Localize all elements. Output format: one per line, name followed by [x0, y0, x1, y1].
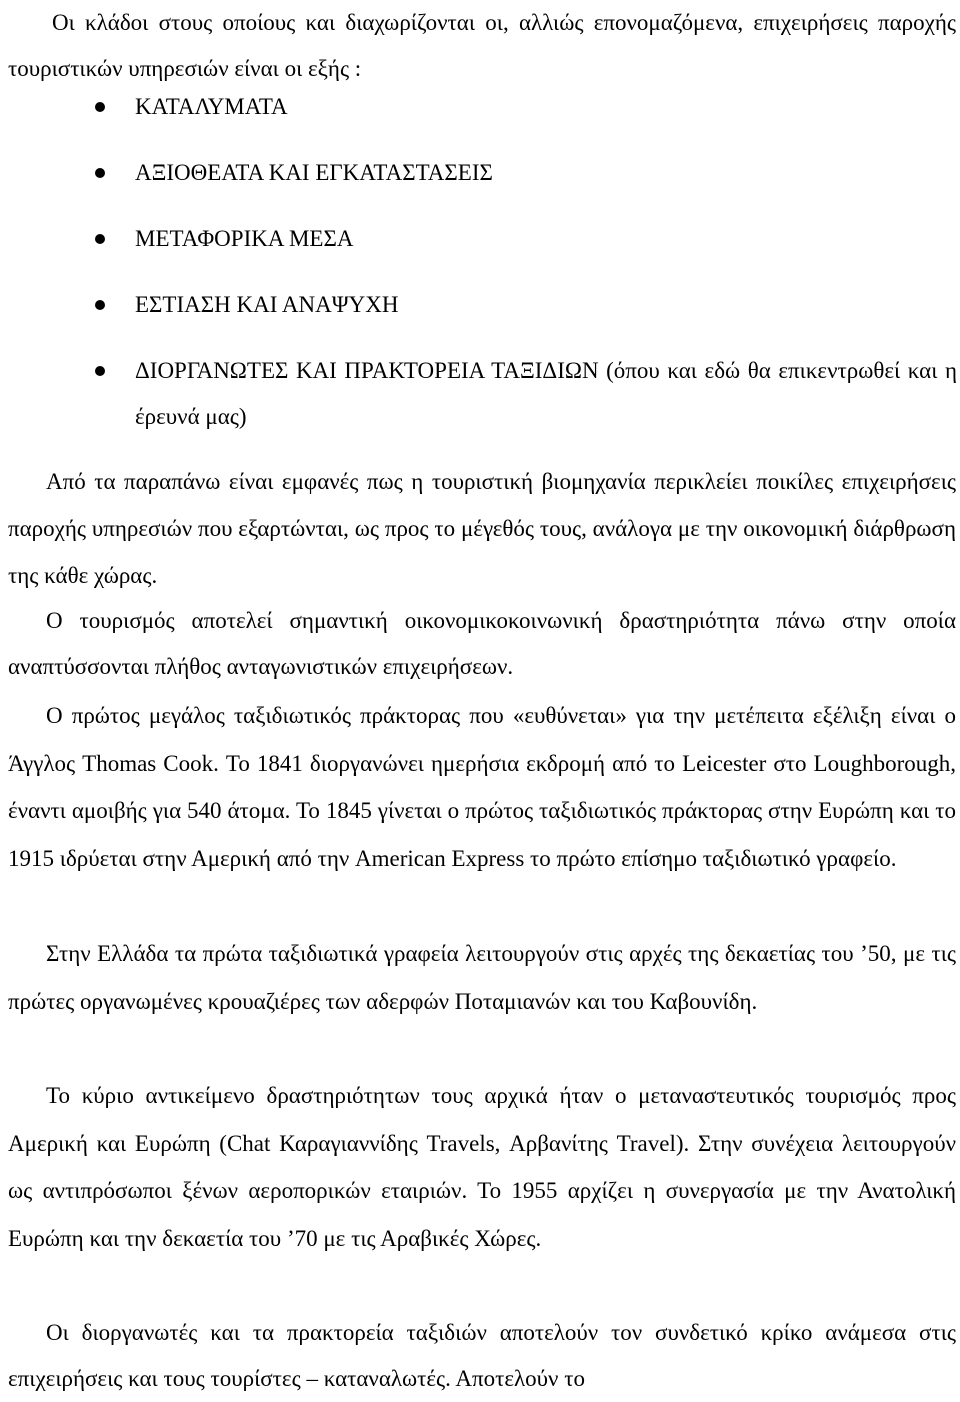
bullet-icon [95, 234, 105, 244]
bullet-icon [95, 366, 105, 376]
bullet-icon [95, 300, 105, 310]
body-paragraph: Από τα παραπάνω είναι εμφανές πως η τουριστική βιομηχανία περικλείει ποικίλες επιχειρήσεις παροχής υπηρεσιών που εξαρτώνται, ως προς το μέγεθός τους, ανάλογα με την οικονομική διάρθρωση της κάθε χώρας. [8, 469, 956, 588]
list-item-text: ΔΙΟΡΓΑΝΩΤΕΣ ΚΑΙ ΠΡΑΚΤΟΡΕΙΑ ΤΑΞΙΔΙΩΝ (όπου και εδώ θα επικεντρωθεί και η έρευνά μας) [135, 358, 957, 429]
list-item-text: ΕΣΤΙΑΣΗ ΚΑΙ ΑΝΑΨΥΧΗ [135, 292, 399, 317]
list-item-text: ΚΑΤΑΛΥΜΑΤΑ [135, 94, 288, 119]
body-paragraph: Ο πρώτος μεγάλος ταξιδιωτικός πράκτορας που «ευθύνεται» για την μετέπειτα εξέλιξη είναι ο Άγγλος Thomas Cook. Το 1841 διοργανώνει ημερήσια εκδρομή από το Leicester στο Loughborough, έναντι αμοιβής για 540 άτομα. Το 1845 γίνεται ο πρώτος ταξιδιωτικός πράκτορας στην Ευρώπη και το 1915 ιδρύεται στην Αμερική από την American Express το πρώτο επίσημο ταξιδιωτικό γραφείο. [8, 703, 956, 871]
bullet-icon [95, 102, 105, 112]
intro-paragraph: Οι κλάδοι στους οποίους και διαχωρίζονται οι, αλλιώς επονομαζόμενα, επιχειρήσεις παροχής τουριστικών υπηρεσιών είναι οι εξής : [8, 10, 956, 81]
bullet-icon [95, 168, 105, 178]
list-item-text: ΑΞΙΟΘΕΑΤΑ ΚΑΙ ΕΓΚΑΤΑΣΤΑΣΕΙΣ [135, 160, 493, 185]
list-item-text: ΜΕΤΑΦΟΡΙΚΑ ΜΕΣΑ [135, 226, 354, 251]
body-paragraph: Ο τουρισμός αποτελεί σημαντική οικονομικοκοινωνική δραστηριότητα πάνω στην οποία αναπτύσσονται πλήθος ανταγωνιστικών επιχειρήσεων. [8, 608, 956, 679]
body-paragraph: Οι διοργανωτές και τα πρακτορεία ταξιδιών αποτελούν τον συνδετικό κρίκο ανάμεσα στις επιχειρήσεις και τους τουρίστες – καταναλωτές. Αποτελούν το [8, 1320, 956, 1391]
body-paragraph: Το κύριο αντικείμενο δραστηριότητων τους αρχικά ήταν ο μεταναστευτικός τουρισμός προς Αμερική και Ευρώπη (Chat Καραγιαννίδης Travels, Αρβανίτης Travel). Στην συνέχεια λειτουργούν ως αντιπρόσωποι ξένων αεροπορικών εταιριών. Το 1955 αρχίζει η συνεργασία με την Ανατολική Ευρώπη και την δεκαετία του ’70 με τις Αραβικές Χώρες. [8, 1083, 956, 1251]
body-paragraph: Στην Ελλάδα τα πρώτα ταξιδιωτικά γραφεία λειτουργούν στις αρχές της δεκαετίας του ’50, με τις πρώτες οργανωμένες κρουαζιέρες των αδερφών Ποταμιανών και του Καβουνίδη. [8, 941, 956, 1014]
